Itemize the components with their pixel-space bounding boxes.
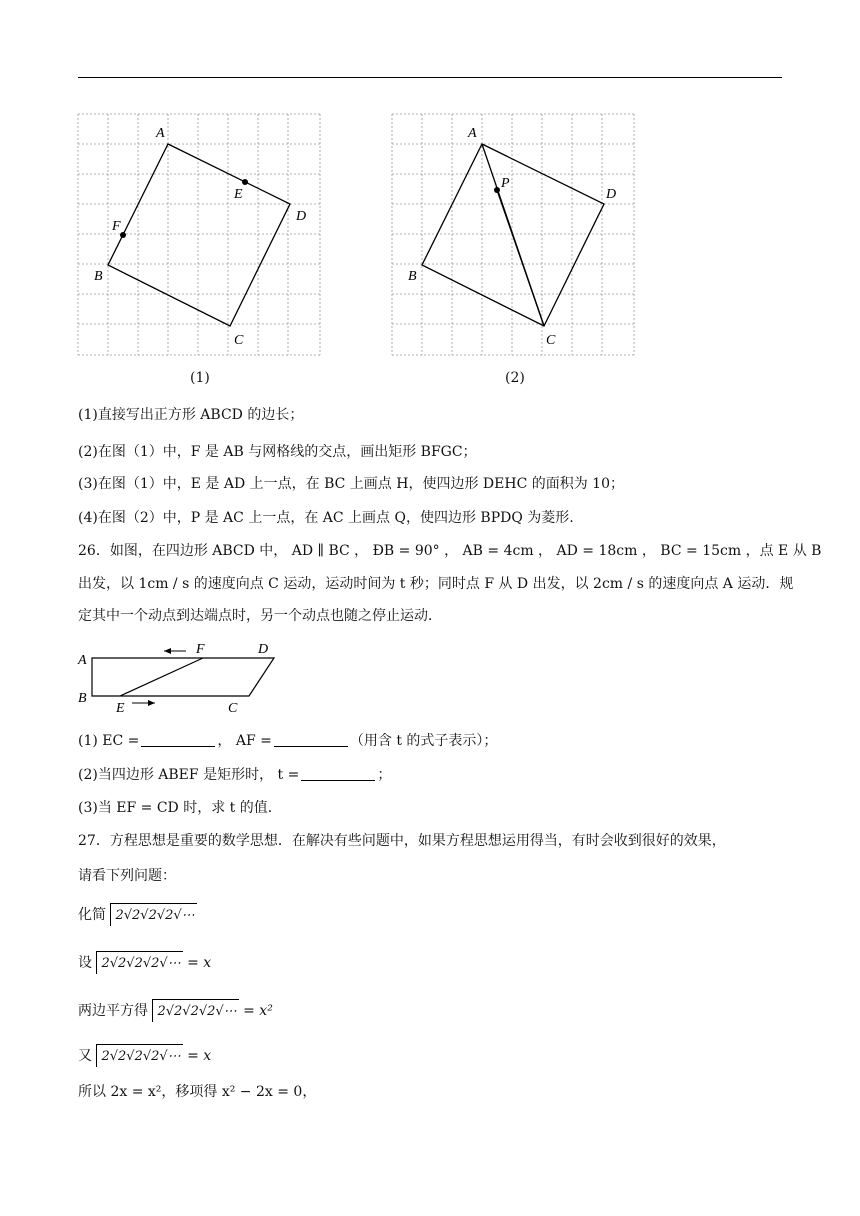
q26-sub-1 bbox=[78, 731, 497, 751]
point-f bbox=[120, 232, 126, 238]
square-abcd bbox=[108, 144, 290, 326]
nested-radical: 2√2√2√2√⋯ bbox=[110, 903, 196, 926]
answer-blank[interactable] bbox=[274, 732, 348, 747]
q26-sub-2 bbox=[78, 765, 391, 785]
q26-s1-b: ， AF = bbox=[217, 733, 272, 749]
q26-s2-b: ； bbox=[377, 767, 392, 783]
label-d: D bbox=[258, 642, 269, 657]
q27-again-label: 又 bbox=[78, 1048, 92, 1064]
label-e: E bbox=[116, 701, 125, 716]
answer-blank[interactable] bbox=[141, 732, 215, 747]
label-b: B bbox=[78, 691, 87, 706]
eq-x: = x bbox=[187, 1048, 212, 1064]
answer-blank[interactable] bbox=[301, 766, 375, 781]
q26-line-3: 定其中一个动点到达端点时，另一个动点也随之停止运动． bbox=[78, 608, 442, 624]
label-c: C bbox=[546, 333, 556, 348]
q27-simplify-label: 化简 bbox=[78, 907, 106, 923]
label-f: F bbox=[112, 219, 121, 234]
eq-x-squared: = x² bbox=[243, 1003, 273, 1019]
q26-figure bbox=[74, 638, 284, 718]
figure-1-grid bbox=[70, 108, 340, 360]
label-d: D bbox=[606, 187, 617, 202]
label-c: C bbox=[228, 701, 238, 716]
q27-let bbox=[78, 951, 211, 974]
point-e bbox=[242, 179, 248, 185]
eq-x: = x bbox=[187, 955, 212, 971]
q26-line-2: 出发，以 1cm / s 的速度向点 C 运动，运动时间为 t 秒；同时点 F 从 D 出发，以 2cm / s 的速度向点 A 运动．规 bbox=[78, 576, 794, 592]
nested-radical: 2√2√2√2√⋯ bbox=[96, 1044, 182, 1067]
q26-s1-c: （用含 t 的式子表示）； bbox=[349, 733, 498, 749]
label-a: A bbox=[156, 126, 165, 141]
q26-s2-a: (2)当四边形 ABEF 是矩形时， t = bbox=[78, 767, 300, 783]
figure-1-caption: (1) bbox=[190, 370, 210, 386]
header-rule bbox=[78, 77, 782, 78]
q25-part-4: (4)在图（2）中，P 是 AC 上一点，在 AC 上画点 Q，使四边形 BPDQ 为菱形. bbox=[78, 510, 574, 526]
segment-ef bbox=[120, 658, 203, 696]
q26-s1-a: (1) EC = bbox=[78, 733, 140, 749]
q25-part-3: (3)在图（1）中，E 是 AD 上一点，在 BC 上画点 H，使四边形 DEHC 的面积为 10； bbox=[78, 476, 624, 492]
nested-radical: 2√2√2√2√⋯ bbox=[96, 951, 182, 974]
figure-2-caption: (2) bbox=[505, 370, 525, 386]
point-p bbox=[494, 187, 500, 193]
q26-line-1: 26．如图，在四边形 ABCD 中， AD ∥ BC ， ÐB = 90° ， AB = 4cm ， AD = 18cm ， BC = 15cm ，点 E 从 B bbox=[78, 543, 822, 559]
label-e: E bbox=[234, 187, 243, 202]
q27-line-1: 27．方程思想是重要的数学思想．在解决有些问题中，如果方程思想运用得当，有时会收到很好的效果， bbox=[78, 833, 726, 849]
label-f: F bbox=[196, 642, 205, 657]
q27-again bbox=[78, 1044, 211, 1067]
figure-2-grid bbox=[384, 108, 644, 360]
arrow-e-head bbox=[148, 700, 155, 706]
label-b: B bbox=[94, 269, 103, 284]
label-c: C bbox=[234, 333, 244, 348]
q25-part-2: (2)在图（1）中，F 是 AB 与网格线的交点，画出矩形 BFGC； bbox=[78, 444, 477, 460]
q27-final: 所以 2x = x²，移项得 x² − 2x = 0， bbox=[78, 1084, 317, 1100]
q27-simplify bbox=[78, 903, 197, 926]
q27-square bbox=[78, 999, 273, 1022]
label-a: A bbox=[468, 126, 477, 141]
label-a: A bbox=[78, 653, 87, 668]
q26-sub-3: (3)当 EF = CD 时，求 t 的值． bbox=[78, 800, 282, 816]
trapezoid-abcd bbox=[92, 658, 274, 696]
nested-radical: 2√2√2√2√⋯ bbox=[152, 999, 238, 1022]
q27-square-label: 两边平方得 bbox=[78, 1003, 148, 1019]
label-b: B bbox=[408, 269, 417, 284]
q25-part-1: (1)直接写出正方形 ABCD 的边长； bbox=[78, 407, 304, 423]
label-d: D bbox=[296, 209, 307, 224]
label-p: P bbox=[501, 176, 510, 191]
q27-line-2: 请看下列问题： bbox=[78, 868, 176, 884]
q27-let-label: 设 bbox=[78, 955, 92, 971]
arrow-f-head bbox=[164, 648, 171, 654]
